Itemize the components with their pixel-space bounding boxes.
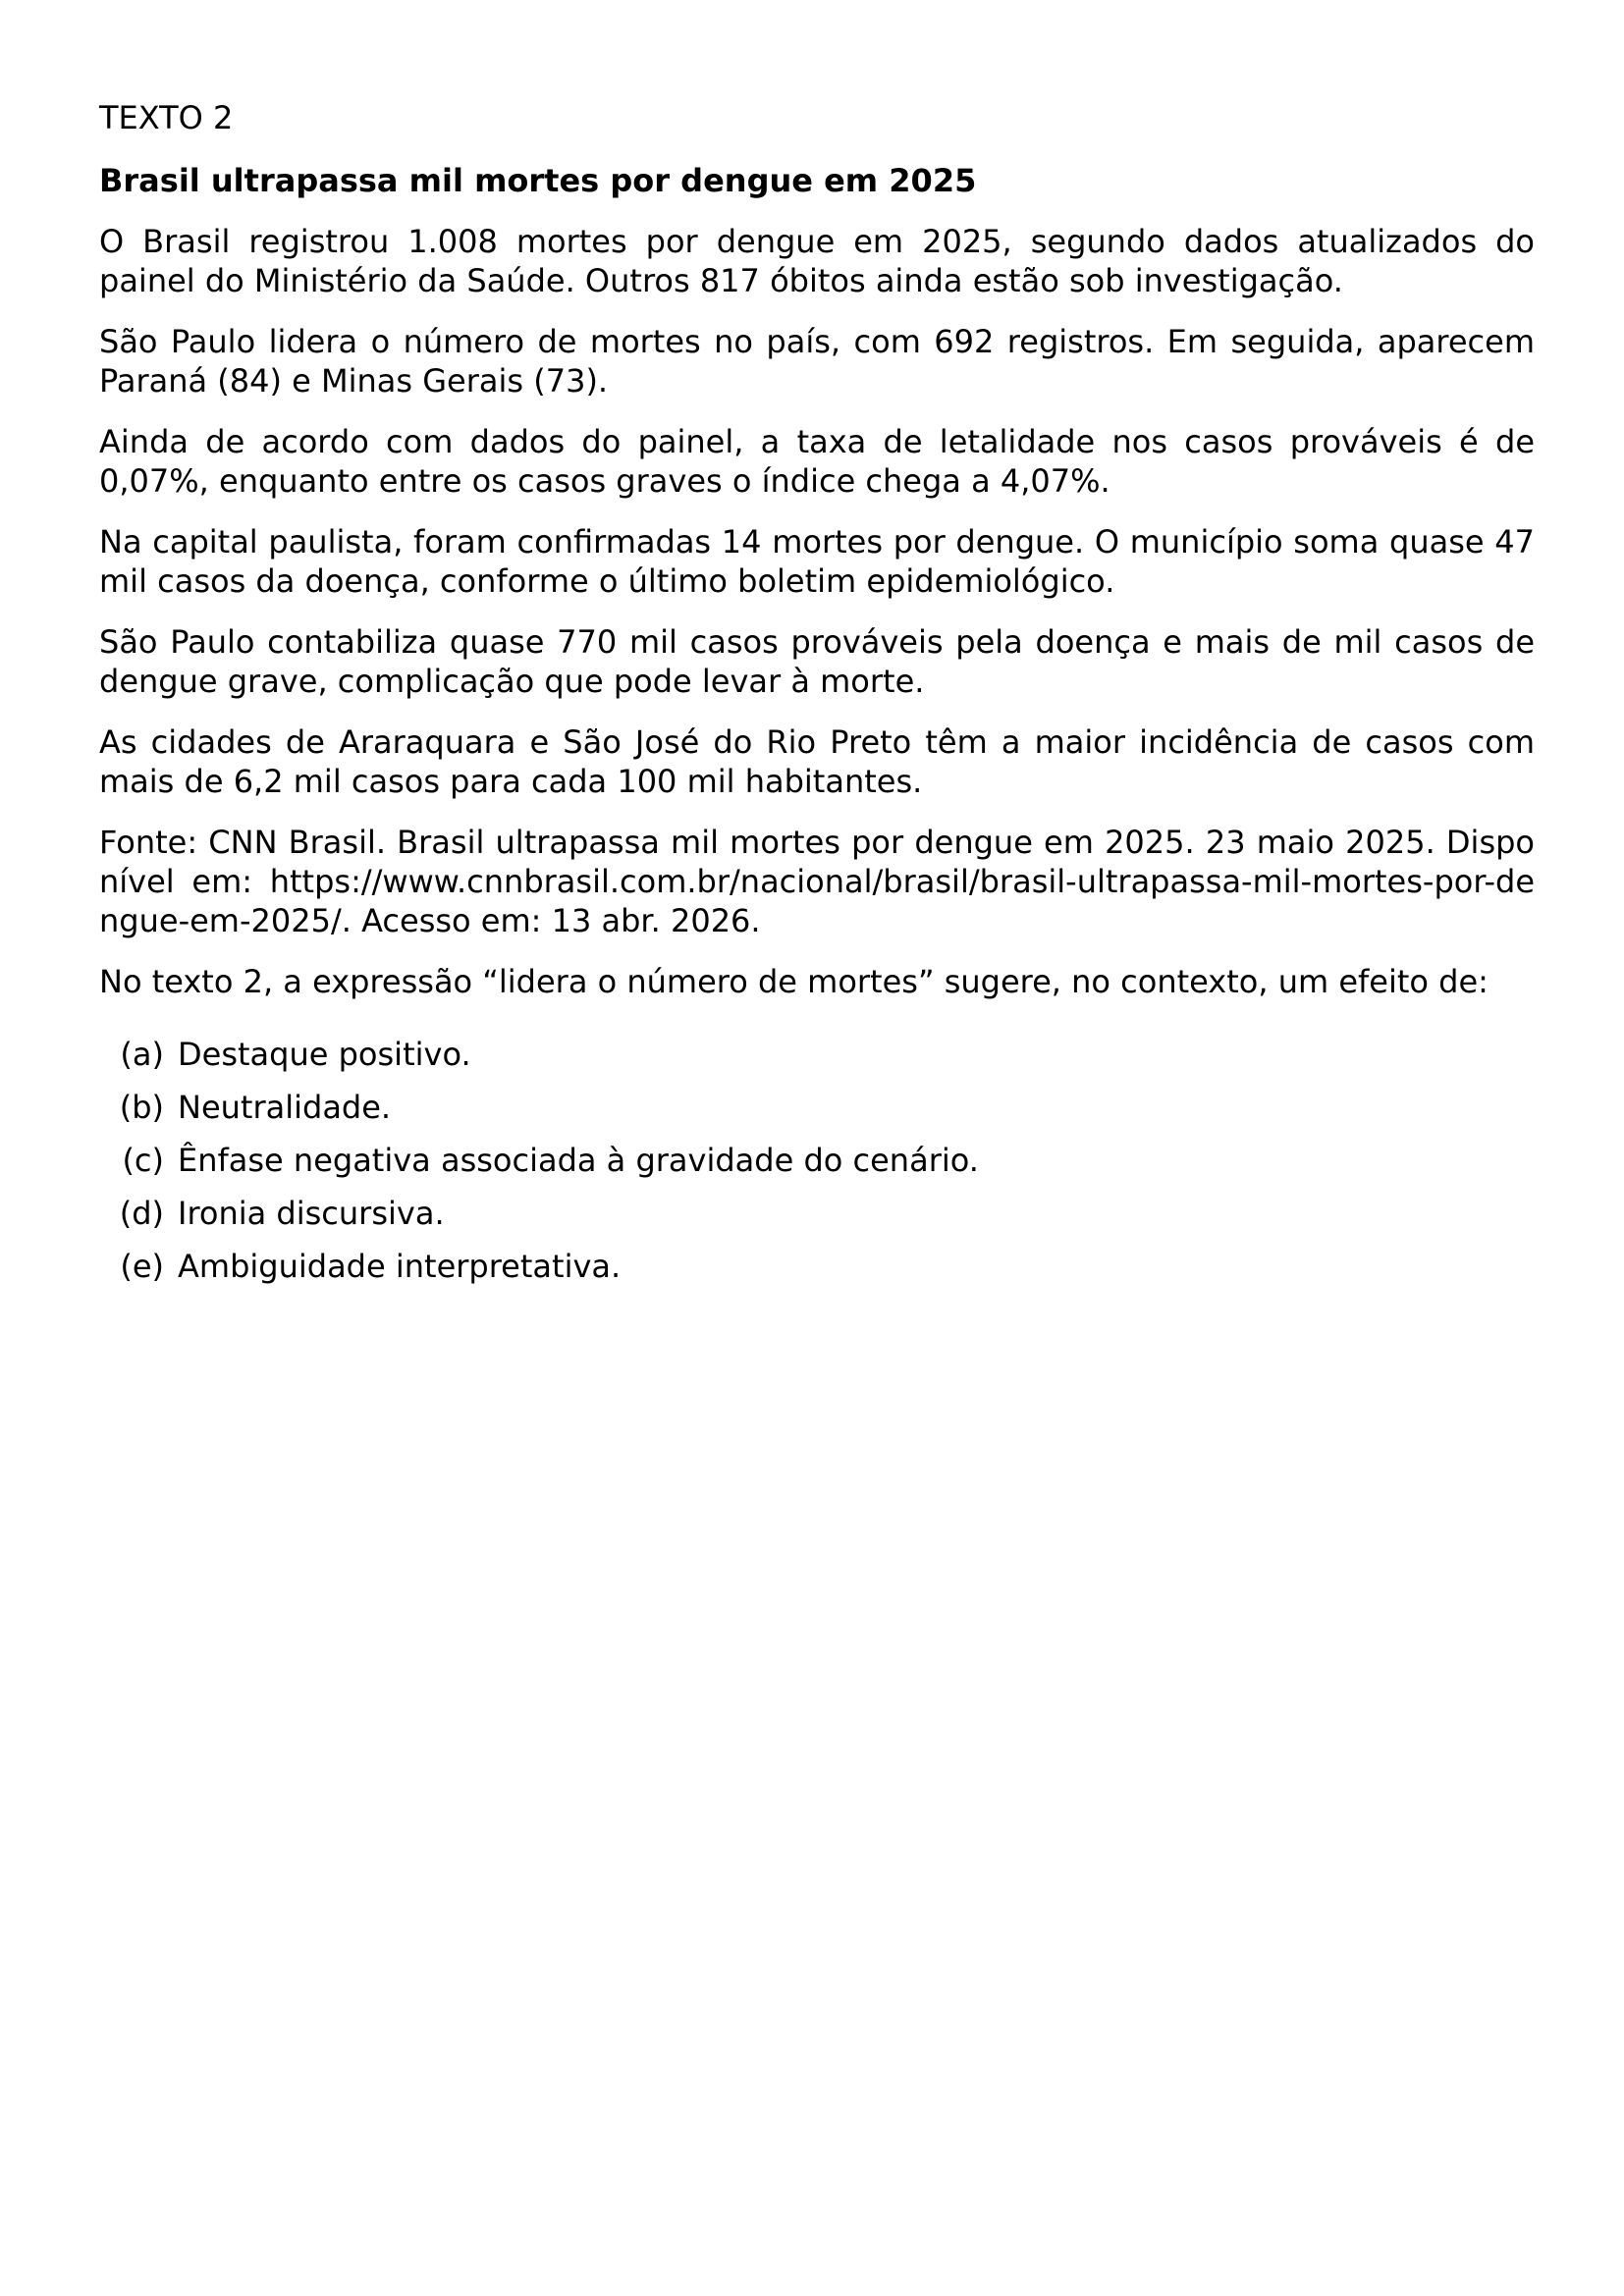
article-paragraph: O Brasil registrou 1.008 mortes por dengue em 2025, segundo dados atualizados do painel do Ministério da Saúde. Outros 817 óbitos ainda estão sob investigação. bbox=[99, 223, 1535, 299]
option-letter: (d) bbox=[119, 1195, 164, 1232]
article-paragraph: Ainda de acordo com dados do painel, a taxa de letalidade nos casos prováveis é de 0,07%, enquanto entre os casos graves o índice chega a 4,07%. bbox=[99, 423, 1535, 500]
option-letter: (e) bbox=[120, 1248, 164, 1285]
option-text: Neutralidade. bbox=[178, 1089, 392, 1126]
document-page bbox=[99, 98, 1535, 1300]
option-text: Ênfase negativa associada à gravidade do cenário. bbox=[178, 1142, 979, 1179]
text-label: TEXTO 2 bbox=[99, 99, 234, 136]
answer-option-d[interactable] bbox=[99, 1194, 1535, 1233]
answer-option-c[interactable] bbox=[99, 1141, 1535, 1180]
question-prompt: No texto 2, a expressão “lidera o número de mortes” sugere, no contexto, um efeito de: bbox=[99, 963, 1489, 1000]
article-paragraph: São Paulo lidera o número de mortes no país, com 692 registros. Em seguida, aparecem Paraná (84) e Minas Gerais (73). bbox=[99, 323, 1535, 400]
source-citation: Fonte: CNN Brasil. Brasil ultrapassa mil mortes por dengue em 2025. 23 maio 2025. Disponível em: https://www.cnnbrasil.com.br/nacional/brasil/brasil-ultrapassa-mil-mortes-por-dengue-em-2025/. Acesso em: 13 abr. 2026. bbox=[99, 824, 1535, 939]
article-paragraph: Na capital paulista, foram confirmadas 14 mortes por dengue. O município soma quase 47 mil casos da doença, conforme o último boletim epidemiológico. bbox=[99, 523, 1535, 600]
option-letter: (c) bbox=[122, 1142, 164, 1179]
option-letter: (b) bbox=[119, 1089, 164, 1126]
option-text: Ambiguidade interpretativa. bbox=[178, 1248, 622, 1285]
article-paragraph: São Paulo contabiliza quase 770 mil casos prováveis pela doença e mais de mil casos de dengue grave, complicação que pode levar à morte. bbox=[99, 623, 1535, 700]
option-text: Ironia discursiva. bbox=[178, 1195, 445, 1232]
option-letter: (a) bbox=[120, 1036, 164, 1073]
answer-option-a[interactable] bbox=[99, 1035, 1535, 1074]
answer-option-b[interactable] bbox=[99, 1088, 1535, 1127]
article-headline: Brasil ultrapassa mil mortes por dengue em 2025 bbox=[99, 162, 977, 199]
answer-option-e[interactable] bbox=[99, 1247, 1535, 1286]
option-text: Destaque positivo. bbox=[178, 1036, 471, 1073]
answer-options bbox=[99, 1035, 1535, 1286]
article-paragraph: As cidades de Araraquara e São José do Rio Preto têm a maior incidência de casos com mais de 6,2 mil casos para cada 100 mil habitantes. bbox=[99, 723, 1535, 800]
